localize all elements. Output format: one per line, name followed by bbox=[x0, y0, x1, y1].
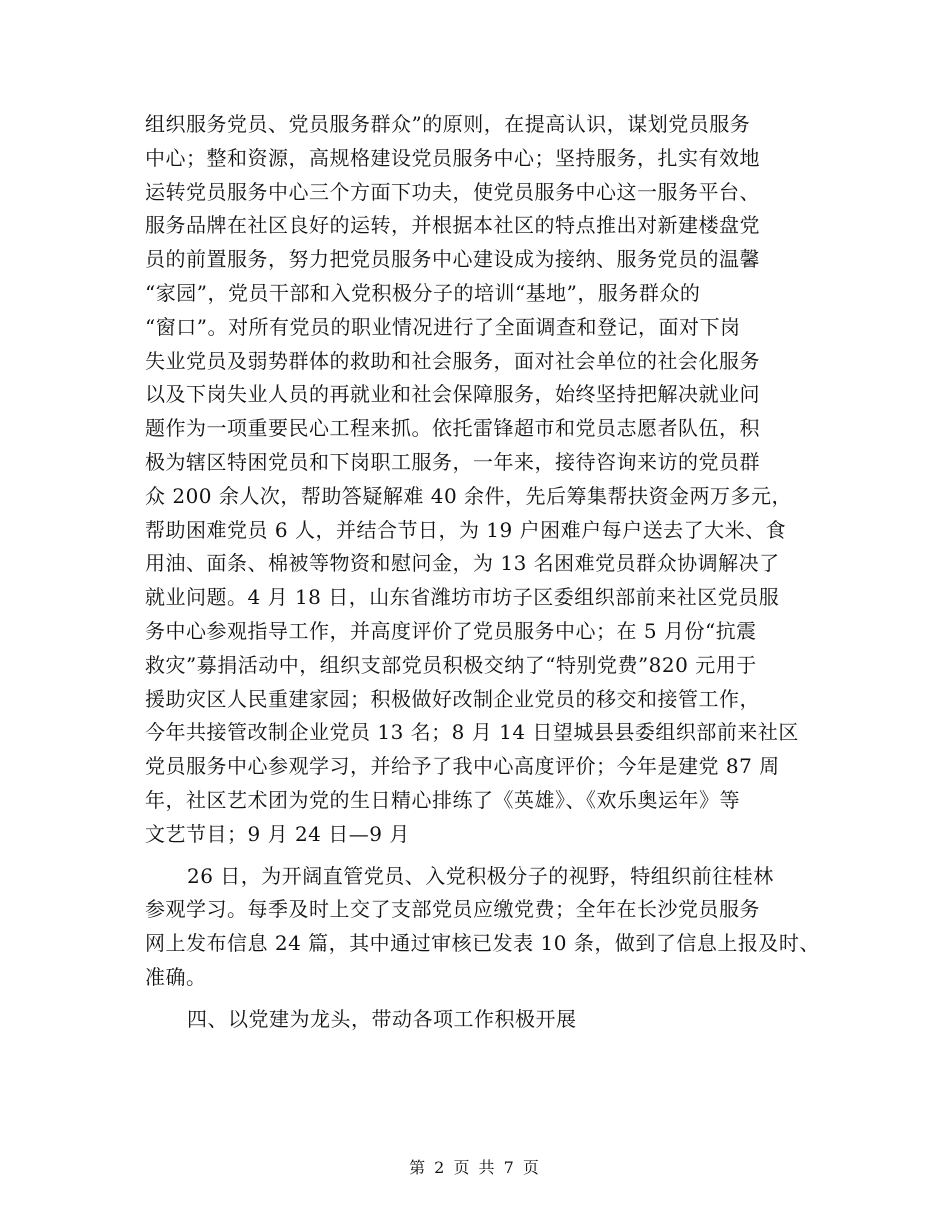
text-line: 救灾”募捐活动中，组织支部党员积极交纳了“特别党费”820 元用于 bbox=[145, 652, 757, 677]
text-line: 组织服务党员、党员服务群众”的原则，在提高认识，谋划党员服务 bbox=[145, 112, 751, 136]
text-line: 就业问题。4 月 18 日，山东省潍坊市坊子区委组织部前来社区党员服 bbox=[145, 585, 780, 610]
text-line: 党员服务中心参观学习，并给予了我中心高度评价；今年是建党 87 周 bbox=[145, 754, 780, 779]
text-line: 众 200 余人次，帮助答疑解难 40 余件，先后筹集帮扶资金两万多元， bbox=[145, 483, 793, 508]
text-line: 文艺节目；9 月 24 日—9 月 bbox=[145, 821, 410, 846]
text-line: 中心；整和资源，高规格建设党员服务中心；坚持服务，扎实有效地 bbox=[145, 145, 760, 170]
text-line: 极为辖区特困党员和下岗职工服务，一年来，接待咨询来访的党员群 bbox=[145, 449, 760, 474]
text-line: 参观学习。每季及时上交了支部党员应缴党费；全年在长沙党员服务 bbox=[145, 897, 760, 922]
text-line: 今年共接管改制企业党员 13 名；8 月 14 日望城县县委组织部前来社区 bbox=[145, 720, 799, 745]
text-line: 年，社区艺术团为党的生日精心排练了《英雄》、《欢乐奥运年》等 bbox=[145, 787, 740, 812]
text-line: “窗口”。对所有党员的职业情况进行了全面调查和登记，面对下岗 bbox=[145, 314, 741, 339]
text-line: 运转党员服务中心三个方面下功夫，使党员服务中心这一服务平台、 bbox=[145, 179, 760, 204]
text-line: 帮助困难党员 6 人，并结合节日，为 19 户困难户每户送去了大米、食 bbox=[145, 517, 787, 542]
text-line: 员的前置服务，努力把党员服务中心建设成为接纳、服务党员的温馨 bbox=[145, 247, 760, 272]
text-line: 失业党员及弱势群体的救助和社会服务，面对社会单位的社会化服务 bbox=[145, 348, 760, 373]
text-line: 准确。 bbox=[145, 964, 207, 989]
heading-text: 四、以党建为龙头，带动各项工作积极开展 bbox=[187, 1006, 577, 1031]
text-line: 26 日，为开阔直管党员、入党积极分子的视野，特组织前往桂林 bbox=[187, 863, 774, 888]
section-heading bbox=[145, 1003, 835, 1037]
page-number-footer: 第 2 页 共 7 页 bbox=[409, 1158, 541, 1177]
text-line: 题作为一项重要民心工程来抓。依托雷锋超市和党员志愿者队伍，积 bbox=[145, 416, 760, 441]
text-line: 用油、面条、棉被等物资和慰问金，为 13 名困难党员群众协调解决了 bbox=[145, 551, 780, 576]
paragraph-2 bbox=[145, 860, 835, 995]
paragraph-1 bbox=[145, 108, 835, 852]
text-line: 服务品牌在社区良好的运转，并根据本社区的特点推出对新建楼盘党 bbox=[145, 213, 760, 238]
text-line: 援助灾区人民重建家园；积极做好改制企业党员的移交和接管工作， bbox=[145, 686, 760, 711]
body-text bbox=[145, 108, 835, 1037]
text-line: 网上发布信息 24 篇，其中通过审核已发表 10 条，做到了信息上报及时、 bbox=[145, 931, 820, 956]
text-line: 务中心参观指导工作，并高度评价了党员服务中心；在 5 月份“抗震 bbox=[145, 618, 757, 643]
text-line: 以及下岗失业人员的再就业和社会保障服务，始终坚持把解决就业问 bbox=[145, 382, 760, 407]
text-line: “家园”，党员干部和入党积极分子的培训“基地”，服务群众的 bbox=[145, 280, 701, 305]
